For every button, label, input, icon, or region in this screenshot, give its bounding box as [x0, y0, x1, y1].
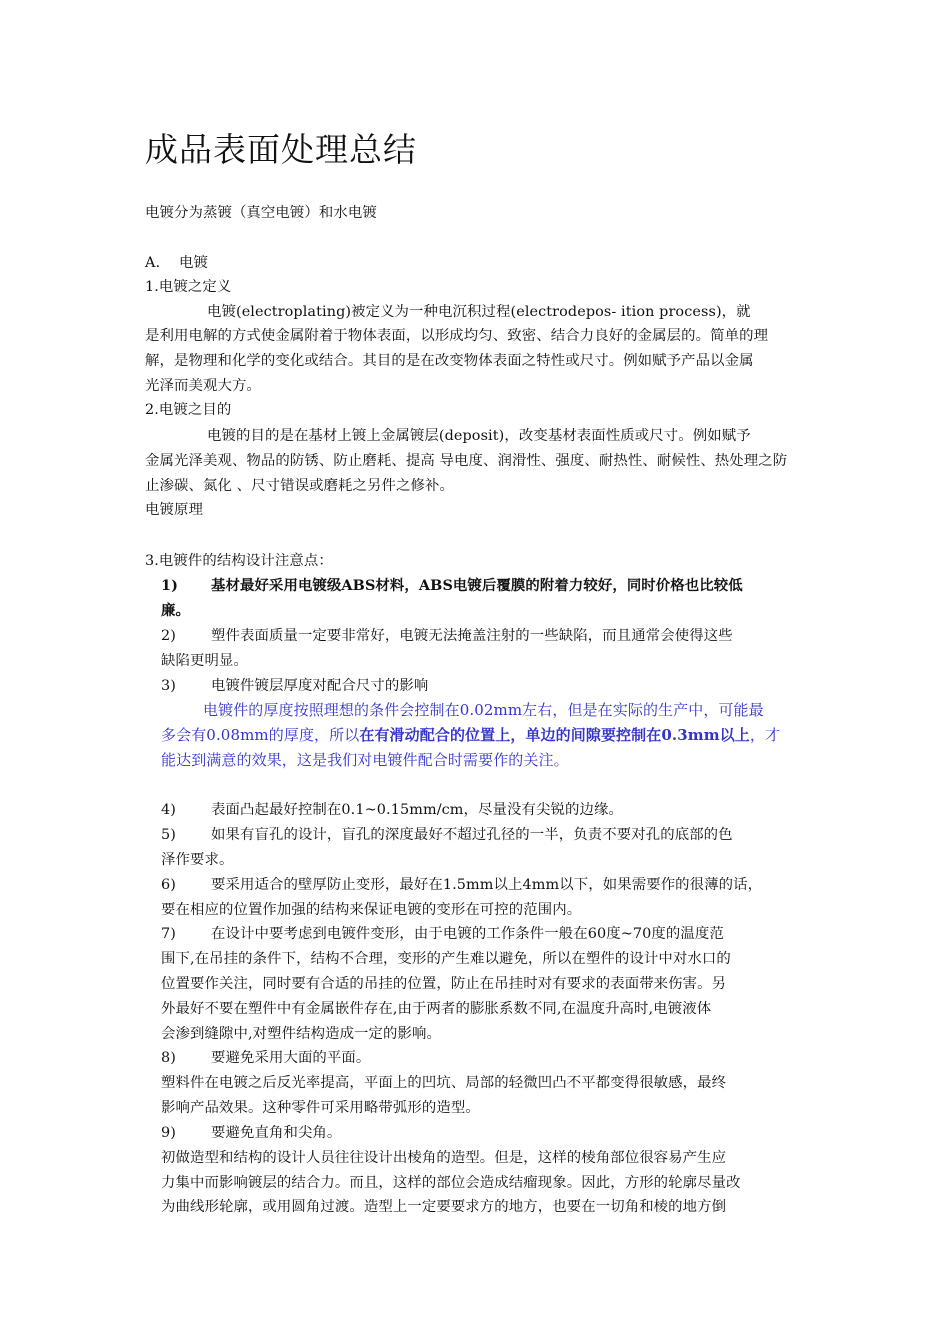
item-number: 6): [161, 877, 176, 893]
item-text: 要避免直角和尖角。: [211, 1125, 342, 1141]
blue-note-line-2: [161, 723, 780, 747]
s3-item-1: [161, 574, 743, 598]
s2-heading: 2.电镀之目的: [145, 402, 232, 418]
s3-item-7-cont: 位置要作关注，同时要有合适的吊挂的位置，防止在吊挂时对有要求的表面带来伤害。另: [161, 976, 727, 992]
s3-item-7-cont: 外最好不要在塑件中有金属嵌件存在,由于两者的膨胀系数不同,在温度升高时,电镀液体: [161, 1001, 712, 1017]
s3-item-8-cont: 影响产品效果。这种零件可采用略带弧形的造型。: [161, 1100, 480, 1116]
blue-note-line-1: 电镀件的厚度按照理想的条件会控制在0.02mm左右，但是在实际的生产中，可能最: [203, 701, 764, 719]
s3-item-8: [161, 1046, 370, 1070]
s1-line: 光泽而美观大方。: [145, 378, 261, 394]
section-a-label: 电镀: [179, 255, 208, 271]
s3-heading: 3.电镀件的结构设计注意点：: [145, 553, 333, 569]
s3-item-5-cont: 泽作要求。: [161, 852, 234, 868]
s3-item-5: [161, 823, 733, 847]
item-text: 要避免采用大面的平面。: [211, 1050, 371, 1066]
page-title: 成品表面处理总结: [145, 130, 417, 169]
intro-text: 电镀分为蒸镀（真空电镀）和水电镀: [145, 205, 377, 221]
s3-item-2-cont: 缺陷更明显。: [161, 653, 248, 669]
item-number: 4): [161, 802, 176, 818]
s1-heading: 1.电镀之定义: [145, 279, 232, 295]
s3-item-7-cont: 围下,在吊挂的条件下，结构不合理，变形的产生难以避免，所以在塑件的设计中对水口的: [161, 951, 731, 967]
s3-item-6: [161, 873, 762, 897]
item-text: 塑件表面质量一定要非常好，电镀无法掩盖注射的一些缺陷，而且通常会使得这些: [211, 628, 733, 644]
item-number: 5): [161, 827, 176, 843]
blue-note-bold: 在有滑动配合的位置上，单边的间隙要控制在0.3mm以上: [359, 726, 750, 744]
item-text: 在设计中要考虑到电镀件变形，由于电镀的工作条件一般在60度~70度的温度范: [211, 926, 724, 942]
s3-item-2: [161, 624, 733, 648]
item-number: 3): [161, 678, 176, 694]
s3-item-9-cont: 初做造型和结构的设计人员往往设计出棱角的造型。但是，这样的棱角部位很容易产生应: [161, 1150, 727, 1166]
s3-item-6-cont: 要在相应的位置作加强的结构来保证电镀的变形在可控的范围内。: [161, 902, 582, 918]
item-number: 8): [161, 1050, 176, 1066]
section-a-heading: [145, 251, 208, 275]
blue-note-text: ，才: [749, 726, 781, 744]
s3-item-1-cont: 廉。: [161, 602, 190, 619]
blue-note-line-3: 能达到满意的效果，这是我们对电镀件配合时需要作的关注。: [161, 751, 569, 769]
item-number: 9): [161, 1125, 176, 1141]
s3-item-9: [161, 1121, 341, 1145]
s3-item-4: [161, 798, 623, 822]
item-text: 基材最好采用电镀级ABS材料，ABS电镀后覆膜的附着力较好，同时价格也比较低: [211, 577, 743, 594]
s2-line: 止渗碳、氮化 、尺寸错误或磨耗之另件之修补。: [145, 478, 454, 494]
item-text: 如果有盲孔的设计，盲孔的深度最好不超过孔径的一半，负责不要对孔的底部的色: [211, 827, 733, 843]
s2-line: 金属光泽美观、物品的防锈、防止磨耗、提高 导电度、润滑性、强度、耐热性、耐候性、热处理之防: [145, 453, 788, 469]
s1-line: 电镀(electroplating)被定义为一种电沉积过程(electrodepos- ition process)，就: [207, 304, 751, 320]
s3-item-9-cont: 为曲线形轮廓，或用圆角过渡。造型上一定要要求方的地方，也要在一切角和棱的地方倒: [161, 1199, 727, 1215]
item-number: 1): [161, 577, 179, 594]
s3-item-7-cont: 会渗到缝隙中,对塑件结构造成一定的影响。: [161, 1026, 441, 1042]
item-text: 电镀件镀层厚度对配合尺寸的影响: [211, 678, 429, 694]
s1-line: 是利用电解的方式使金属附着于物体表面，以形成均匀、致密、结合力良好的金属层的。简单的理: [145, 328, 769, 344]
s3-item-3: [161, 674, 428, 698]
item-text: 表面凸起最好控制在0.1~0.15mm/cm，尽量没有尖锐的边缘。: [211, 802, 623, 818]
s3-item-9-cont: 力集中而影响镀层的结合力。而且，这样的部位会造成结瘤现象。因此，方形的轮廓尽量改: [161, 1175, 741, 1191]
blue-note-text: 多会有0.08mm的厚度，所以: [161, 726, 360, 744]
item-number: 2): [161, 628, 176, 644]
item-number: 7): [161, 926, 176, 942]
s1-line: 解，是物理和化学的变化或结合。其目的是在改变物体表面之特性或尺寸。例如赋予产品以金属: [145, 353, 754, 369]
s3-item-8-cont: 塑料件在电镀之后反光率提高，平面上的凹坑、局部的轻微凹凸不平都变得很敏感，最终: [161, 1075, 727, 1091]
principle-heading: 电镀原理: [145, 502, 203, 518]
s3-item-7: [161, 922, 724, 946]
item-text: 要采用适合的壁厚防止变形，最好在1.5mm以上4mm以下，如果需要作的很薄的话，: [211, 877, 763, 893]
section-a-letter: A.: [145, 255, 161, 271]
s2-line: 电镀的目的是在基材上镀上金属镀层(deposit)，改变基材表面性质或尺寸。例如赋予: [207, 428, 751, 444]
